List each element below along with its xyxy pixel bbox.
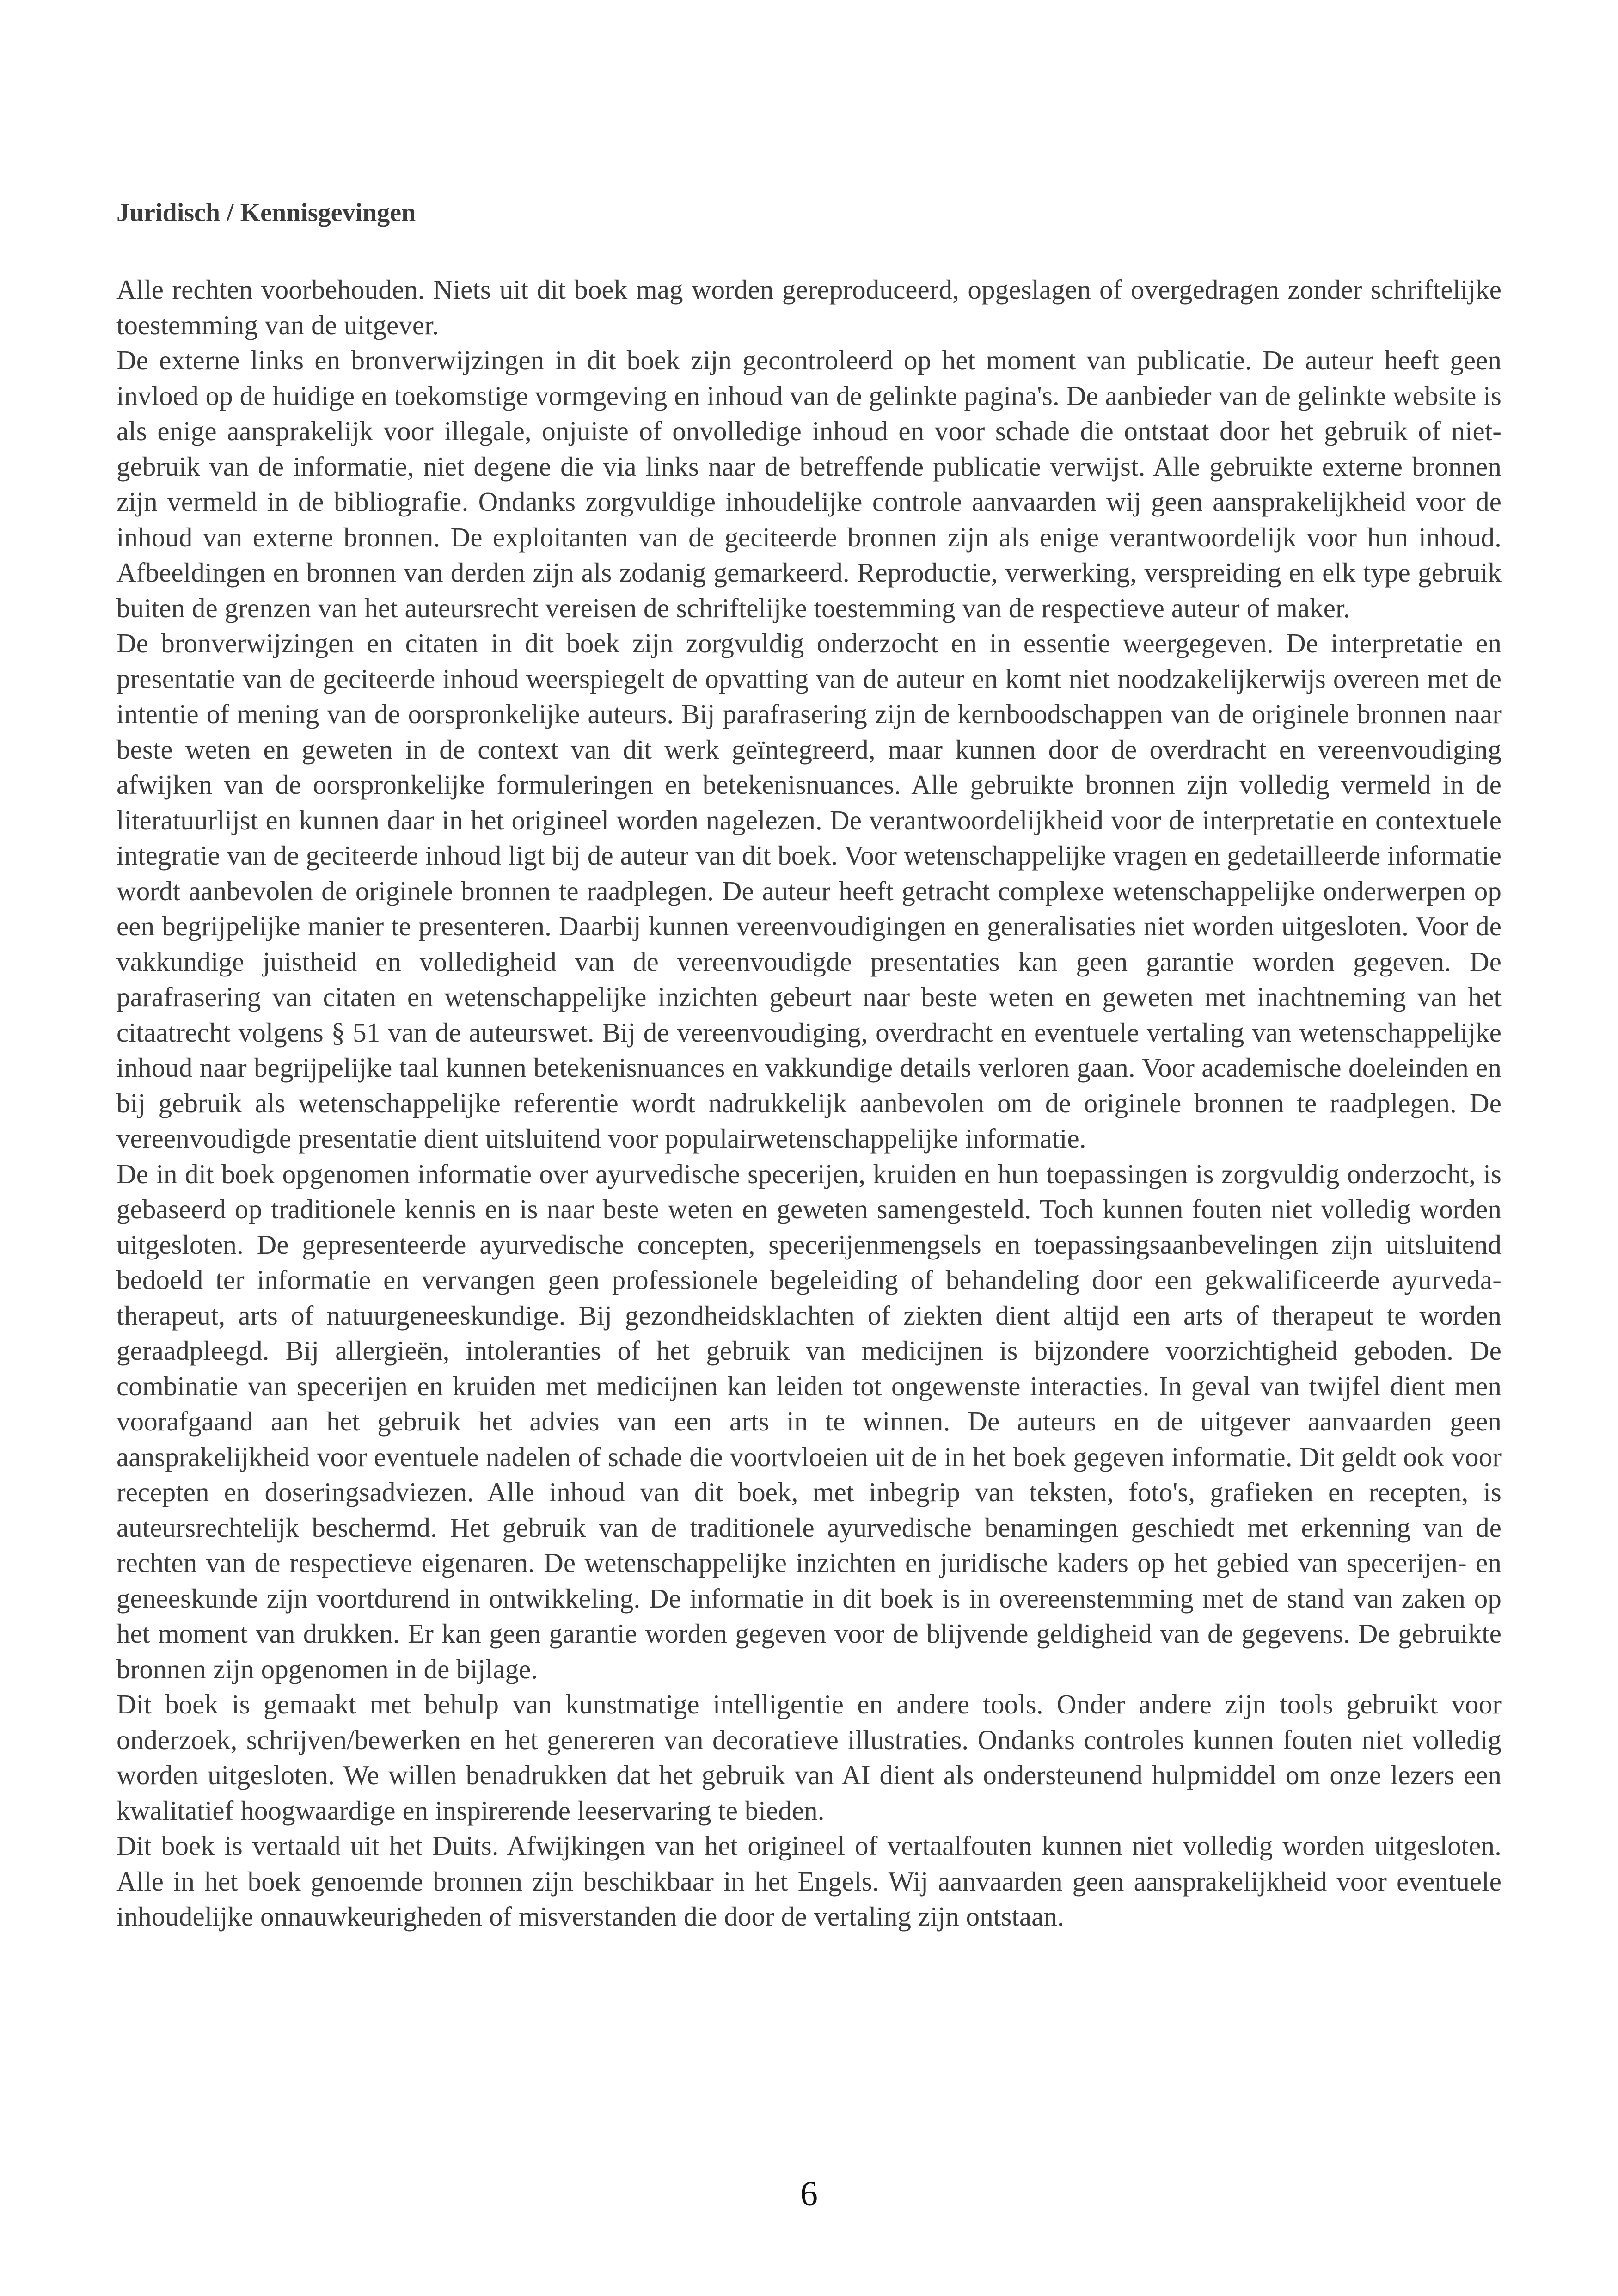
translation-paragraph: Dit boek is vertaald uit het Duits. Afwijkingen van het origineel of vertaalfouten kunnen niet volledig worden uitgesloten. Alle in het boek genoemde bronnen zijn beschikbaar in het Engels. Wij aanvaarden geen aansprakelijkheid voor eventuele inhoudelijke onnauwkeurigheden of misverstanden die door de vertaling zijn ontstaan. bbox=[116, 1830, 1502, 1932]
external-links-paragraph: De externe links en bronverwijzingen in dit boek zijn gecontroleerd op het moment van publicatie. De auteur heeft geen invloed op de huidige en toekomstige vormgeving en inhoud van de gelinkte pagina's. De aanbieder van de gelinkte website is als enige aansprakelijk voor illegale, onjuiste of onvolledige inhoud en voor schade die ontstaat door het gebruik of niet-gebruik van de informatie, niet degene die via links naar de betreffende publicatie verwijst. Alle gebruikte externe bronnen zijn vermeld in de bibliografie. Ondanks zorgvuldige inhoudelijke controle aanvaarden wij geen aansprakelijkheid voor de inhoud van externe bronnen. De exploitanten van de geciteerde bronnen zijn als enige verantwoordelijk voor hun inhoud. Afbeeldingen en bronnen van derden zijn als zodanig gemarkeerd. Reproductie, verwerking, verspreiding en elk type gebruik buiten de grenzen van het auteursrecht vereisen de schriftelijke toestemming van de respectieve auteur of maker. bbox=[116, 345, 1502, 623]
citations-paragraph: De bronverwijzingen en citaten in dit boek zijn zorgvuldig onderzocht en in essentie weergegeven. De interpretatie en presentatie van de geciteerde inhoud weerspiegelt de opvatting van de auteur en komt niet noodzakelijkerwijs overeen met de intentie of mening van de oorspronkelijke auteurs. Bij parafrasering zijn de kernboodschappen van de originele bronnen naar beste weten en geweten in de context van dit werk geïntegreerd, maar kunnen door de overdracht en vereenvoudiging afwijken van de oorspronkelijke formuleringen en betekenisnuances. Alle gebruikte bronnen zijn volledig vermeld in de literatuurlijst en kunnen daar in het origineel worden nagelezen. De verantwoordelijkheid voor de interpretatie en contextuele integratie van de geciteerde inhoud ligt bij de auteur van dit boek. Voor wetenschappelijke vragen en gedetailleerde informatie wordt aanbevolen de originele bronnen te raadplegen. De auteur heeft getracht complexe wetenschappelijke onderwerpen op een begrijpelijke manier te presenteren. Daarbij kunnen vereenvoudigingen en generalisaties niet worden uitgesloten. Voor de vakkundige juistheid en volledigheid van de vereenvoudigde presentaties kan geen garantie worden gegeven. De parafrasering van citaten en wetenschappelijke inzichten gebeurt naar beste weten en geweten met inachtneming van het citaatrecht volgens § 51 van de auteurswet. Bij de vereenvoudiging, overdracht en eventuele vertaling van wetenschappelijke inhoud naar begrijpelijke taal kunnen betekenisnuances en vakkundige details verloren gaan. Voor academische doeleinden en bij gebruik als wetenschappelijke referentie wordt nadrukkelijk aanbevolen om de originele bronnen te raadplegen. De vereenvoudigde presentatie dient uitsluitend voor populairwetenschappelijke informatie. bbox=[116, 628, 1502, 1154]
legal-notice-body bbox=[116, 272, 1502, 1934]
health-disclaimer-paragraph: De in dit boek opgenomen informatie over ayurvedische specerijen, kruiden en hun toepassingen is zorgvuldig onderzocht, is gebaseerd op traditionele kennis en is naar beste weten en geweten samengesteld. Toch kunnen fouten niet volledig worden uitgesloten. De gepresenteerde ayurvedische concepten, specerijenmengsels en toepassingsaanbevelingen zijn uitsluitend bedoeld ter informatie en vervangen geen professionele begeleiding of behandeling door een gekwalificeerde ayurveda-therapeut, arts of natuurgeneeskundige. Bij gezondheidsklachten of ziekten dient altijd een arts of therapeut te worden geraadpleegd. Bij allergieën, intoleranties of het gebruik van medicijnen is bijzondere voorzichtigheid geboden. De combinatie van specerijen en kruiden met medicijnen kan leiden tot ongewenste interacties. In geval van twijfel dient men voorafgaand aan het gebruik het advies van een arts in te winnen. De auteurs en de uitgever aanvaarden geen aansprakelijkheid voor eventuele nadelen of schade die voortvloeien uit de in het boek gegeven informatie. Dit geldt ook voor recepten en doseringsadviezen. Alle inhoud van dit boek, met inbegrip van teksten, foto's, grafieken en recepten, is auteursrechtelijk beschermd. Het gebruik van de traditionele ayurvedische benamingen geschiedt met erkenning van de rechten van de respectieve eigenaren. De wetenschappelijke inzichten en juridische kaders op het gebied van specerijen- en geneeskunde zijn voortdurend in ontwikkeling. De informatie in dit boek is in overeenstemming met de stand van zaken op het moment van drukken. Er kan geen garantie worden gegeven voor de blijvende geldigheid van de gegevens. De gebruikte bronnen zijn opgenomen in de bijlage. bbox=[116, 1158, 1502, 1684]
page-number: 6 bbox=[800, 2174, 818, 2213]
ai-usage-paragraph: Dit boek is gemaakt met behulp van kunstmatige intelligentie en andere tools. Onder andere zijn tools gebruikt voor onderzoek, schrijven/bewerken en het genereren van decoratieve illustraties. Ondanks controles kunnen fouten niet volledig worden uitgesloten. We willen benadrukken dat het gebruik van AI dient als ondersteunend hulpmiddel om onze lezers een kwalitatief hoogwaardige en inspirerende leeservaring te bieden. bbox=[116, 1689, 1502, 1826]
copyright-paragraph: Alle rechten voorbehouden. Niets uit dit boek mag worden gereproduceerd, opgeslagen of overgedragen zonder schriftelijke toestemming van de uitgever. bbox=[116, 274, 1502, 340]
section-heading: Juridisch / Kennisgevingen bbox=[116, 198, 416, 227]
